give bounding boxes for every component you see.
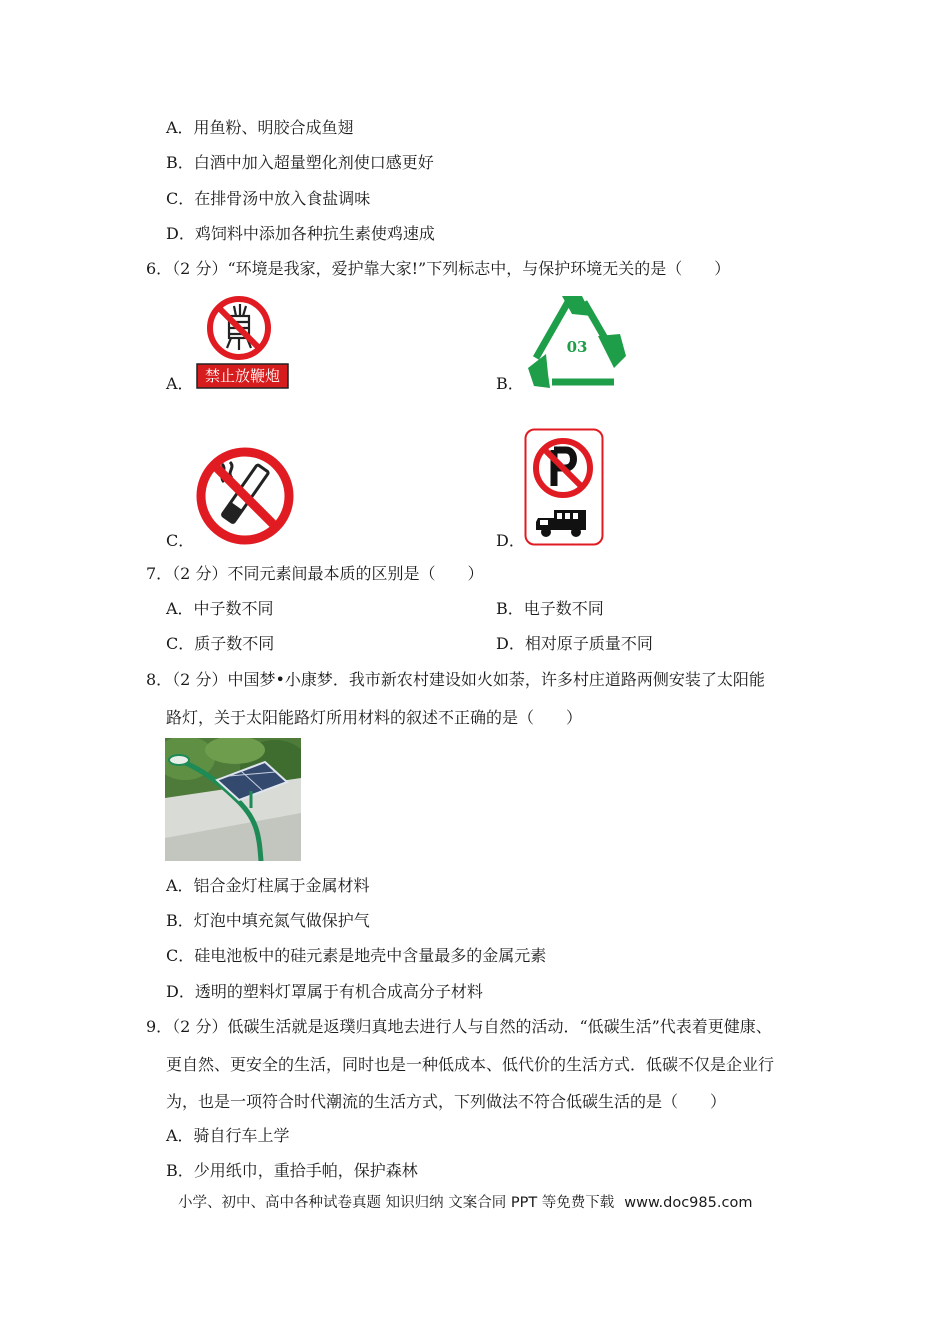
- q6-stem: 6．（2 分）“环境是我家，爱护靠大家!”下列标志中，与保护环境无关的是（ ）: [146, 259, 731, 278]
- q8-option-b: B．灯泡中填充氮气做保护气: [166, 911, 370, 930]
- q6-label-c: C．: [166, 531, 195, 550]
- no-parking-icon: [524, 428, 604, 546]
- q7-option-c: C．质子数不同: [166, 634, 275, 653]
- q5-option-c: C．在排骨汤中放入食盐调味: [166, 189, 371, 208]
- q8-option-a: A．铝合金灯柱属于金属材料: [166, 876, 370, 895]
- q9-option-b: B．少用纸巾，重拾手帕，保护森林: [166, 1161, 418, 1180]
- footer-text: 小学、初中、高中各种试卷真题 知识归纳 文案合同 PPT 等免费下载: [178, 1195, 615, 1211]
- q5-option-a: A．用鱼粉、明胶合成鱼翅: [166, 118, 354, 137]
- footer-site-link[interactable]: www.doc985.com: [624, 1195, 753, 1211]
- no-smoking-icon: [194, 446, 296, 546]
- solar-streetlight-image: [165, 738, 301, 861]
- q8-stem-line2: 路灯，关于太阳能路灯所用材料的叙述不正确的是（ ）: [166, 708, 583, 727]
- q7-option-a: A．中子数不同: [166, 599, 274, 618]
- q6-label-a: A．: [166, 374, 194, 393]
- q8-stem-line1: 8．（2 分）中国梦•小康梦．我市新农村建设如火如荼，许多村庄道路两侧安装了太阳能: [146, 670, 765, 689]
- q7-stem: 7．（2 分）不同元素间最本质的区别是（ ）: [146, 564, 484, 583]
- recycle-code: 03: [566, 338, 588, 356]
- q9-stem-line2: 更自然、更安全的生活，同时也是一种低成本、低代价的生活方式．低碳不仅是企业行: [166, 1055, 775, 1074]
- solar-streetlight-photo: [165, 738, 301, 861]
- q8-option-d: D．透明的塑料灯罩属于有机合成高分子材料: [166, 982, 483, 1001]
- recycle-sign: [522, 292, 630, 390]
- q8-option-c: C．硅电池板中的硅元素是地壳中含量最多的金属元素: [166, 946, 547, 965]
- q7-option-d: D．相对原子质量不同: [496, 634, 653, 653]
- q6-label-d: D．: [496, 531, 525, 550]
- q5-option-b: B．白酒中加入超量塑化剂使口感更好: [166, 153, 434, 172]
- no-firecrackers-sign: [196, 294, 290, 390]
- no-truck-parking-sign: [524, 428, 604, 546]
- no-smoking-sign: [194, 446, 296, 546]
- q9-stem-line1: 9．（2 分）低碳生活就是返璞归真地去进行人与自然的活动．“低碳生活”代表着更健康、: [146, 1017, 772, 1036]
- q9-stem-line3: 为，也是一项符合时代潮流的生活方式，下列做法不符合低碳生活的是（ ）: [166, 1092, 727, 1111]
- page-footer: [178, 1191, 752, 1212]
- q7-option-b: B．电子数不同: [496, 599, 604, 618]
- q6-label-b: B．: [496, 374, 524, 393]
- q9-option-a: A．骑自行车上学: [166, 1126, 290, 1145]
- q5-option-d: D．鸡饲料中添加各种抗生素使鸡速成: [166, 224, 435, 243]
- no-firecrackers-label: 禁止放鞭炮: [204, 367, 280, 385]
